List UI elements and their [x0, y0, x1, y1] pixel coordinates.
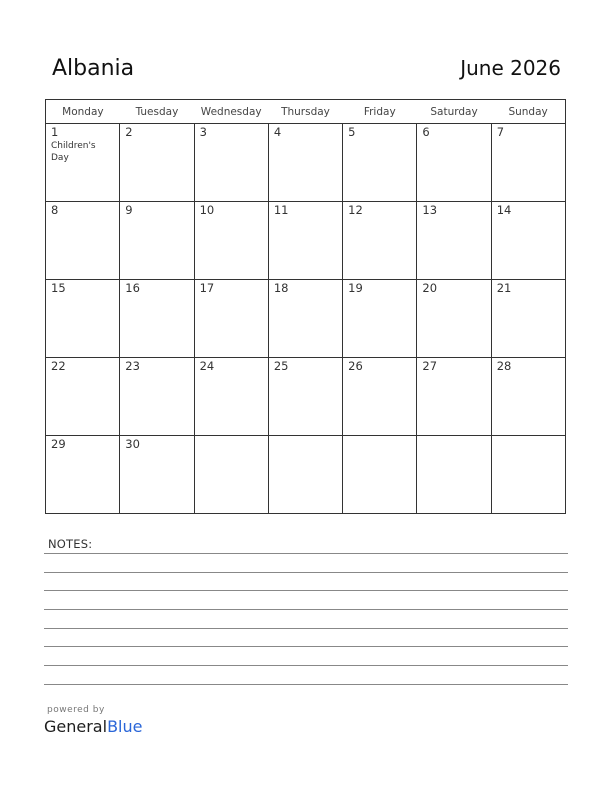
note-line — [44, 684, 568, 685]
day-cell — [194, 124, 268, 202]
day-cell — [268, 436, 342, 514]
day-cell — [194, 358, 268, 436]
day-cell — [120, 124, 194, 202]
day-cell — [343, 280, 417, 358]
brand-general: General — [44, 717, 108, 736]
day-number: 21 — [496, 281, 512, 295]
calendar-grid — [45, 99, 566, 514]
week-row — [46, 124, 566, 202]
day-cell — [417, 436, 491, 514]
day-cell — [46, 124, 120, 202]
day-number: 3 — [199, 125, 207, 139]
day-cell — [268, 124, 342, 202]
note-line — [44, 590, 568, 591]
day-number: 6 — [422, 125, 430, 139]
day-number: 29 — [51, 437, 66, 451]
day-cell — [120, 358, 194, 436]
day-cell — [491, 124, 565, 202]
day-cell — [268, 202, 342, 280]
day-cell — [417, 124, 491, 202]
day-number: 8 — [51, 203, 59, 217]
day-number: 17 — [199, 281, 215, 295]
day-cell — [343, 436, 417, 514]
day-number: 27 — [422, 359, 438, 373]
note-line — [44, 572, 568, 573]
day-cell — [194, 436, 268, 514]
day-number: 24 — [199, 359, 215, 373]
day-cell — [268, 358, 342, 436]
day-cell — [194, 202, 268, 280]
day-number: 10 — [199, 203, 215, 217]
weekday-header: Sunday — [491, 100, 565, 124]
month-year-title: June 2026 — [460, 56, 561, 80]
day-number: 1 — [51, 125, 59, 139]
day-cell — [46, 358, 120, 436]
weekday-header: Tuesday — [120, 100, 194, 124]
note-line — [44, 553, 568, 554]
weekday-header: Wednesday — [194, 100, 268, 124]
day-number: 9 — [125, 203, 133, 217]
weekday-header: Friday — [343, 100, 417, 124]
day-number: 12 — [348, 203, 363, 217]
day-number: 22 — [51, 359, 66, 373]
brand-blue: Blue — [107, 717, 143, 736]
day-number: 11 — [273, 203, 289, 217]
day-cell — [46, 436, 120, 514]
day-cell — [120, 436, 194, 514]
day-cell — [343, 358, 417, 436]
notes-label: NOTES: — [48, 537, 93, 551]
day-number: 19 — [348, 281, 363, 295]
note-line — [44, 646, 568, 647]
day-number: 13 — [422, 203, 438, 217]
generalblue-logo[interactable] — [44, 717, 142, 736]
day-cell — [417, 280, 491, 358]
week-row — [46, 280, 566, 358]
day-cell — [46, 202, 120, 280]
powered-by-text: powered by — [47, 705, 105, 715]
day-number: 5 — [348, 125, 356, 139]
week-row — [46, 358, 566, 436]
day-number: 23 — [125, 359, 140, 373]
note-line — [44, 609, 568, 610]
day-cell — [343, 124, 417, 202]
day-number: 28 — [496, 359, 512, 373]
day-cell — [46, 280, 120, 358]
day-number: 30 — [125, 437, 140, 451]
day-number: 2 — [125, 125, 133, 139]
weekday-header: Saturday — [417, 100, 491, 124]
weekday-header: Monday — [46, 100, 120, 124]
day-cell — [491, 202, 565, 280]
day-number: 16 — [125, 281, 140, 295]
day-cell — [268, 280, 342, 358]
day-number: 14 — [496, 203, 512, 217]
holiday-event: Children's Day — [51, 141, 96, 163]
weekday-header: Thursday — [268, 100, 342, 124]
day-cell — [343, 202, 417, 280]
day-number: 18 — [273, 281, 289, 295]
week-row — [46, 436, 566, 514]
day-number: 20 — [422, 281, 438, 295]
day-cell — [194, 280, 268, 358]
day-cell — [417, 358, 491, 436]
day-cell — [491, 436, 565, 514]
week-row — [46, 202, 566, 280]
day-cell — [491, 280, 565, 358]
day-number: 7 — [496, 125, 505, 139]
day-number: 25 — [273, 359, 289, 373]
day-cell — [417, 202, 491, 280]
country-title: Albania — [52, 56, 135, 81]
weekday-header-row — [46, 100, 566, 124]
day-number: 4 — [273, 125, 282, 139]
day-cell — [491, 358, 565, 436]
day-cell — [120, 280, 194, 358]
note-line — [44, 665, 568, 666]
day-cell — [120, 202, 194, 280]
note-line — [44, 628, 568, 629]
day-number: 26 — [348, 359, 363, 373]
day-number: 15 — [51, 281, 66, 295]
